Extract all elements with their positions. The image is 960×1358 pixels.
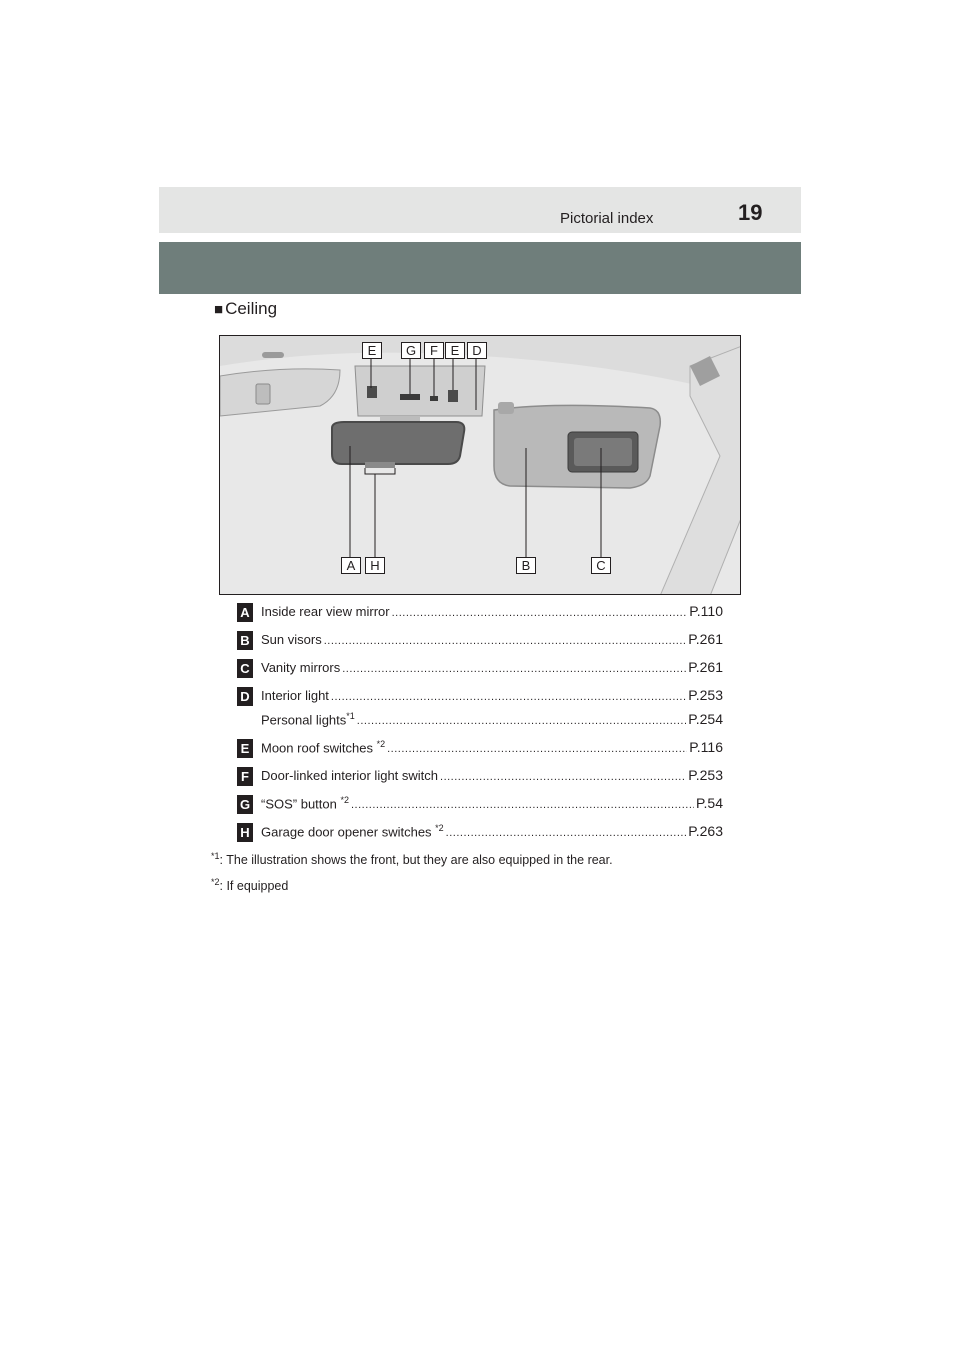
page-reference[interactable]: P.261	[688, 631, 723, 647]
index-item-b	[237, 631, 723, 653]
page-number: 19	[738, 200, 763, 225]
header-section-title: Pictorial index	[560, 210, 654, 227]
page-reference[interactable]: P.54	[696, 795, 723, 812]
item-label: Interior light	[261, 688, 329, 703]
callout-d: D	[467, 342, 487, 359]
item-entry[interactable]	[261, 795, 723, 815]
section-heading	[214, 299, 277, 319]
footnote-1	[211, 851, 613, 867]
callout-h: H	[365, 557, 385, 574]
title-band	[159, 242, 801, 294]
footnote-mark: *1	[346, 711, 355, 721]
index-item-a	[237, 603, 723, 625]
item-letter: H	[237, 823, 253, 842]
callout-e-right: E	[445, 342, 465, 359]
item-letter: D	[237, 687, 253, 706]
footnote-mark: *2	[211, 877, 220, 887]
footnote-text: : If equipped	[219, 879, 289, 894]
page-reference[interactable]: P.261	[688, 659, 723, 675]
index-item-c	[237, 659, 723, 681]
section-title-text: Ceiling	[225, 299, 278, 318]
index-item-f	[237, 767, 723, 789]
item-letter: E	[237, 739, 253, 758]
footnote-text: : The illustration shows the front, but they are also equipped in the rear.	[219, 853, 613, 868]
item-letter: C	[237, 659, 253, 678]
item-label: Vanity mirrors	[261, 660, 341, 675]
item-label: Sun visors	[261, 632, 322, 647]
leader-dots	[331, 691, 686, 703]
leader-dots	[351, 799, 694, 811]
ceiling-drawing	[220, 336, 741, 595]
callout-f: F	[424, 342, 444, 359]
item-letter: A	[237, 603, 253, 622]
header-band	[159, 187, 801, 233]
callout-e-left: E	[362, 342, 382, 359]
index-subitem-personal-lights[interactable]	[261, 711, 723, 731]
page-reference[interactable]: P.253	[688, 767, 723, 783]
item-entry[interactable]	[261, 687, 723, 707]
item-entry[interactable]	[261, 659, 723, 679]
item-label: Moon roof switches	[261, 740, 377, 756]
leader-dots	[446, 827, 687, 839]
item-entry[interactable]	[261, 603, 723, 623]
index-item-d	[237, 687, 723, 709]
footnote-mark: *1	[211, 851, 220, 861]
ceiling-illustration	[219, 335, 741, 595]
callout-c: C	[591, 557, 611, 574]
item-label: Personal lights	[261, 712, 347, 728]
footnote-2	[211, 877, 288, 893]
item-letter: G	[237, 795, 253, 814]
item-entry[interactable]	[261, 767, 723, 787]
leader-dots	[440, 771, 686, 783]
item-label: Inside rear view mirror	[261, 604, 390, 619]
index-item-e	[237, 739, 723, 761]
leader-dots	[342, 663, 686, 675]
item-entry[interactable]	[261, 823, 723, 843]
section-bullet: ■	[214, 301, 224, 318]
leader-dots	[387, 743, 687, 755]
index-item-h	[237, 823, 723, 845]
footnote-mark: *2	[376, 739, 386, 749]
leader-dots	[357, 715, 686, 727]
item-letter: F	[237, 767, 253, 786]
page-reference[interactable]: P.254	[688, 711, 723, 728]
callout-a: A	[341, 557, 361, 574]
item-entry[interactable]	[261, 739, 723, 759]
callout-g: G	[401, 342, 421, 359]
item-entry[interactable]	[261, 631, 723, 651]
item-label: “SOS” button	[261, 796, 341, 812]
footnote-mark: *2	[435, 823, 444, 833]
page-reference[interactable]: P.253	[688, 687, 723, 703]
item-letter: B	[237, 631, 253, 650]
index-item-g	[237, 795, 723, 817]
leader-dots	[324, 635, 687, 647]
page-reference[interactable]: P.116	[689, 739, 723, 756]
page-reference[interactable]: P.110	[689, 603, 723, 619]
page-reference[interactable]: P.263	[688, 823, 723, 840]
leader-dots	[392, 607, 688, 619]
item-label: Door-linked interior light switch	[261, 768, 439, 783]
item-label: Garage door opener switches	[261, 824, 436, 840]
callout-b: B	[516, 557, 536, 574]
footnote-mark: *2	[340, 795, 349, 805]
